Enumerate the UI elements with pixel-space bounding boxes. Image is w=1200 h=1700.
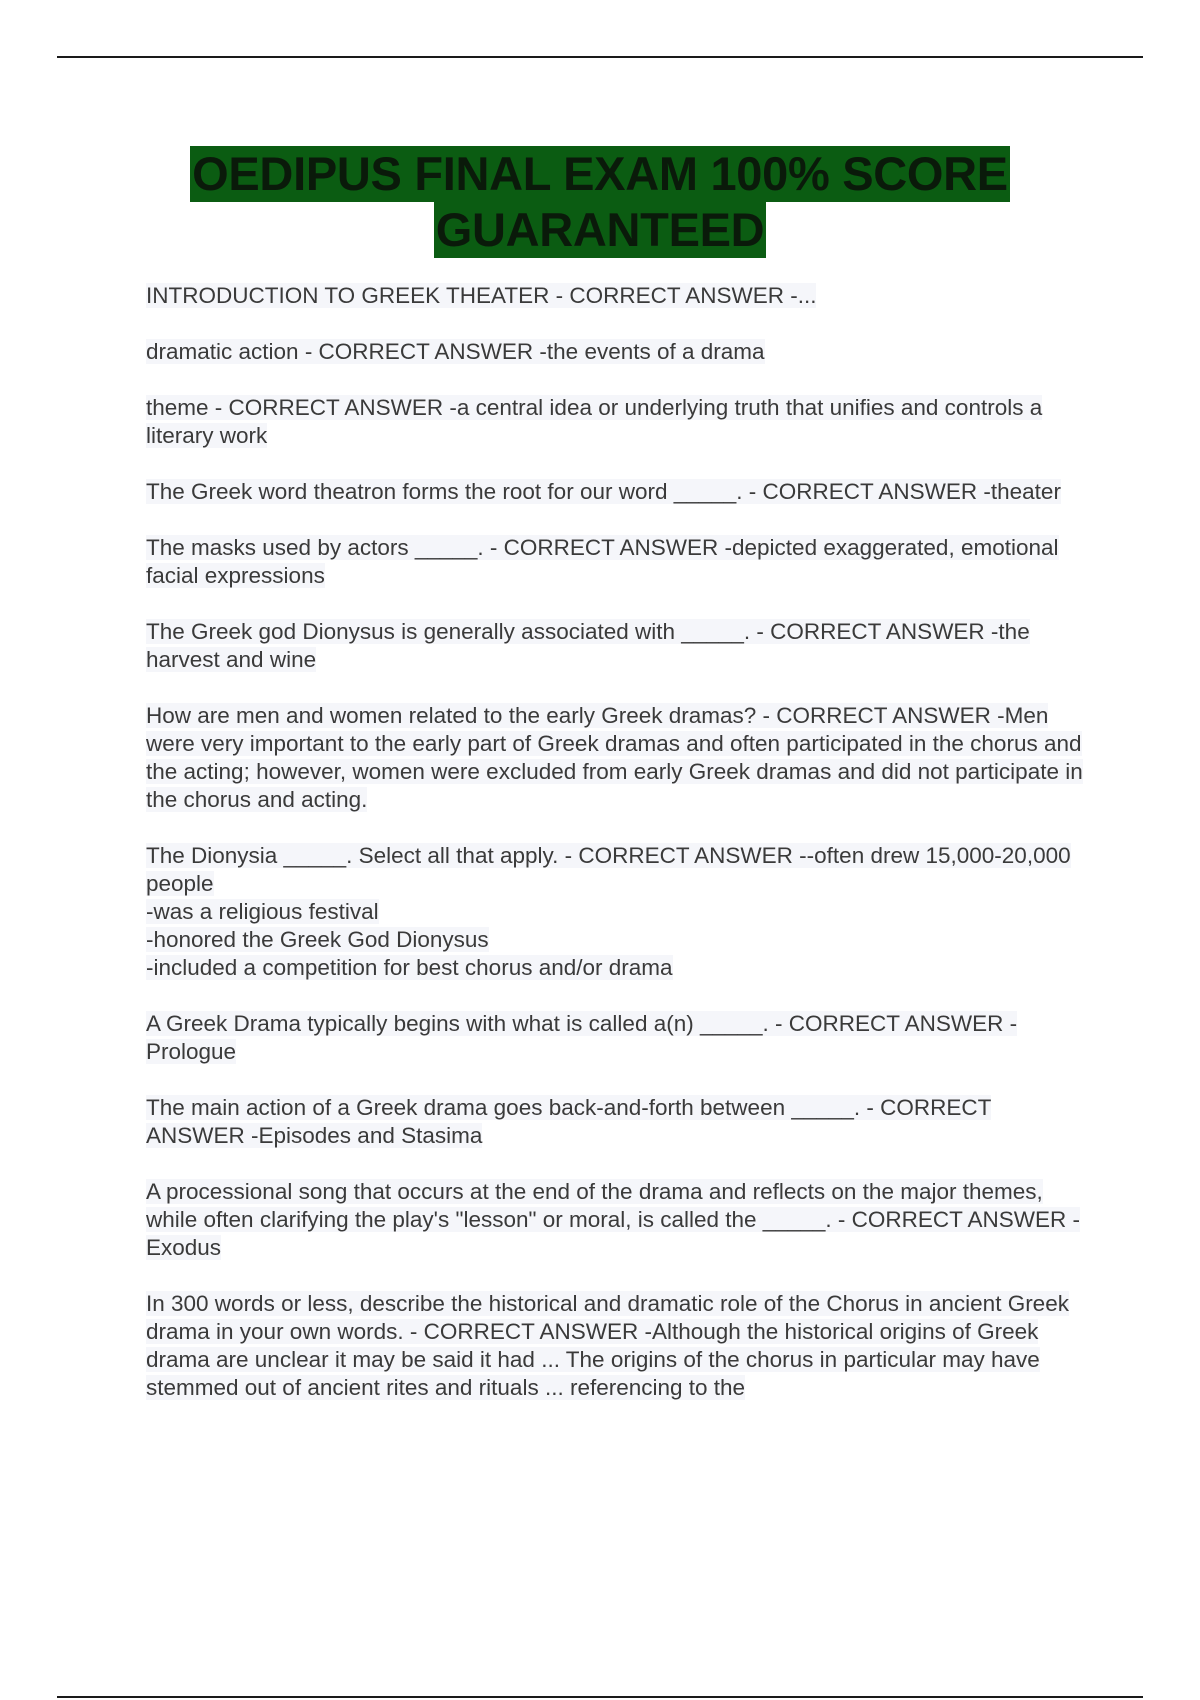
qa-item: The Greek god Dionysus is generally associated with _____. - CORRECT ANSWER -the harvest and wine [146,619,1030,672]
qa-item: How are men and women related to the early Greek dramas? - CORRECT ANSWER -Men were very important to the early part of Greek dramas and often participated in the chorus and the acting; however, women were excluded from early Greek dramas and did not participate in the chorus and acting. [146,703,1083,812]
qa-item: The Greek word theatron forms the root for our word _____. - CORRECT ANSWER -theater [146,479,1061,504]
qa-item: dramatic action - CORRECT ANSWER -the events of a drama [146,339,765,364]
dionysia-bullet: -was a religious festival [146,899,379,924]
qa-item: INTRODUCTION TO GREEK THEATER - CORRECT ANSWER -... [146,283,817,308]
top-rule [57,56,1143,58]
document-title [0,146,1200,258]
qa-item: A Greek Drama typically begins with what is called a(n) _____. - CORRECT ANSWER -Prologue [146,1011,1018,1064]
dionysia-bullet: -honored the Greek God Dionysus [146,927,489,952]
dionysia-lead: The Dionysia _____. Select all that apply. - CORRECT ANSWER --often drew 15,000-20,000 people [146,843,1071,896]
bottom-rule [57,1696,1143,1698]
title-line-1: OEDIPUS FINAL EXAM 100% SCORE [192,147,1008,200]
title-line-2: GUARANTEED [435,203,765,256]
qa-list [146,282,1086,1430]
qa-item: The masks used by actors _____. - CORRECT ANSWER -depicted exaggerated, emotional facial expressions [146,535,1059,588]
qa-item: A processional song that occurs at the end of the drama and reflects on the major themes, while often clarifying the play's "lesson" or moral, is called the _____. - CORRECT ANSWER -Exodus [146,1179,1080,1260]
qa-item: The main action of a Greek drama goes back-and-forth between _____. - CORRECT ANSWER -Episodes and Stasima [146,1095,992,1148]
qa-item: theme - CORRECT ANSWER -a central idea or underlying truth that unifies and controls a literary work [146,395,1043,448]
qa-item: In 300 words or less, describe the historical and dramatic role of the Chorus in ancient Greek drama in your own words. - CORRECT ANSWER -Although the historical origins of Greek drama are unclear it may be said it had ... The origins of the chorus in particular may have stemmed out of ancient rites and rituals ... referencing to the [146,1291,1069,1400]
qa-item-dionysia [146,842,1086,982]
dionysia-bullet: -included a competition for best chorus and/or drama [146,955,673,980]
